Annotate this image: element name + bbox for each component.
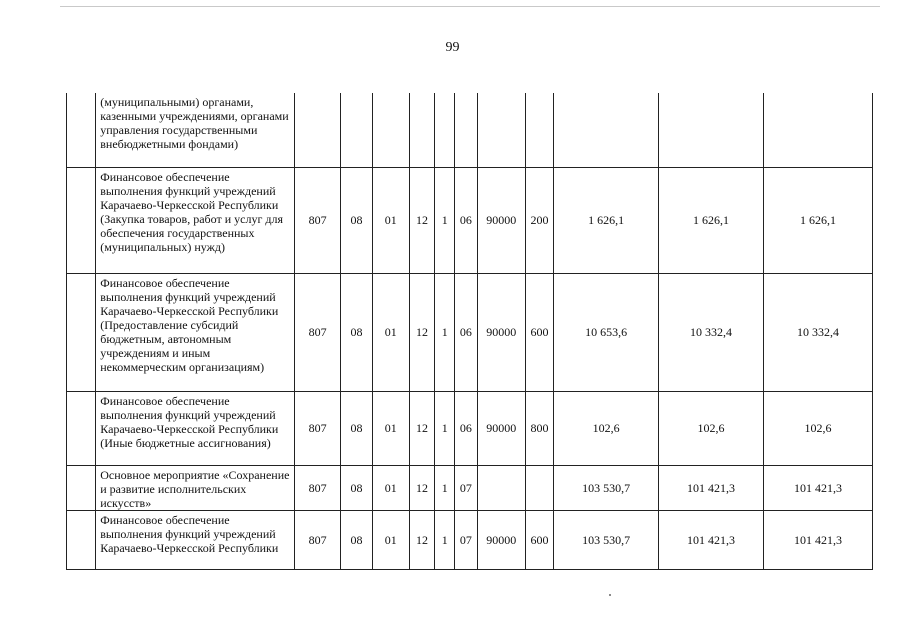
- amount-year-1: 102,6: [554, 391, 659, 465]
- program-code: 12: [409, 167, 434, 273]
- amount-year-2: 101 421,3: [659, 465, 764, 510]
- ministry-code: 807: [294, 273, 340, 391]
- ministry-code: 807: [294, 510, 340, 569]
- amount-year-1: 103 530,7: [554, 465, 659, 510]
- table-row: [67, 273, 873, 391]
- subsection-code: 01: [372, 391, 409, 465]
- expense-type-code: 600: [525, 510, 553, 569]
- amount-year-2: 1 626,1: [659, 167, 764, 273]
- ministry-code: 807: [294, 167, 340, 273]
- expense-type-code: 800: [525, 391, 553, 465]
- row-index-cell: [67, 510, 96, 569]
- row-name: Финансовое обеспечение выполнения функций учреждений Карачаево-Черкесской Республики (Иные бюджетные ассигнования): [96, 391, 295, 465]
- row-name: Основное мероприятие «Сохранение и развитие исполнительских искусств»: [96, 465, 295, 510]
- event-code: 06: [455, 391, 477, 465]
- subprogram-code: [435, 93, 455, 167]
- section-code: 08: [341, 391, 372, 465]
- table-row: [67, 391, 873, 465]
- amount-year-3: [763, 93, 872, 167]
- table-row: [67, 93, 873, 167]
- amount-year-3: 10 332,4: [763, 273, 872, 391]
- subprogram-code: 1: [435, 391, 455, 465]
- table-row: [67, 510, 873, 569]
- program-code: 12: [409, 465, 434, 510]
- event-code: 06: [455, 167, 477, 273]
- program-code: 12: [409, 510, 434, 569]
- row-index-cell: [67, 465, 96, 510]
- budget-table: [66, 93, 873, 570]
- row-index-cell: [67, 391, 96, 465]
- event-code: [455, 93, 477, 167]
- section-code: 08: [341, 273, 372, 391]
- amount-year-2: 10 332,4: [659, 273, 764, 391]
- direction-code: [477, 465, 525, 510]
- row-index-cell: [67, 273, 96, 391]
- table-row: [67, 167, 873, 273]
- program-code: 12: [409, 391, 434, 465]
- subsection-code: 01: [372, 167, 409, 273]
- subprogram-code: 1: [435, 167, 455, 273]
- table-row: [67, 465, 873, 510]
- row-index-cell: [67, 93, 96, 167]
- expense-type-code: [525, 93, 553, 167]
- ministry-code: 807: [294, 465, 340, 510]
- section-code: [341, 93, 372, 167]
- program-code: 12: [409, 273, 434, 391]
- amount-year-3: 101 421,3: [763, 510, 872, 569]
- direction-code: 90000: [477, 273, 525, 391]
- budget-table-body: [67, 93, 873, 569]
- direction-code: 90000: [477, 510, 525, 569]
- row-name: (муниципальными) органами, казенными учреждениями, органами управления государственными внебюджетными фондами): [96, 93, 295, 167]
- amount-year-1: [554, 93, 659, 167]
- row-name: Финансовое обеспечение выполнения функций учреждений Карачаево-Черкесской Республики (Предоставление субсидий бюджетным, автономным учреждениям и иным некоммерческим организациям): [96, 273, 295, 391]
- row-name: Финансовое обеспечение выполнения функций учреждений Карачаево-Черкесской Республики (Закупка товаров, работ и услуг для обеспечения государственных (муниципальных) нужд): [96, 167, 295, 273]
- section-code: 08: [341, 510, 372, 569]
- direction-code: 90000: [477, 167, 525, 273]
- event-code: 06: [455, 273, 477, 391]
- row-name: Финансовое обеспечение выполнения функций учреждений Карачаево-Черкесской Республики: [96, 510, 295, 569]
- subprogram-code: 1: [435, 465, 455, 510]
- subsection-code: [372, 93, 409, 167]
- expense-type-code: 600: [525, 273, 553, 391]
- section-code: 08: [341, 465, 372, 510]
- amount-year-3: 101 421,3: [763, 465, 872, 510]
- ministry-code: 807: [294, 391, 340, 465]
- subsection-code: 01: [372, 510, 409, 569]
- amount-year-2: 101 421,3: [659, 510, 764, 569]
- amount-year-2: [659, 93, 764, 167]
- section-code: 08: [341, 167, 372, 273]
- program-code: [409, 93, 434, 167]
- direction-code: [477, 93, 525, 167]
- direction-code: 90000: [477, 391, 525, 465]
- page-number: 99: [445, 40, 460, 55]
- amount-year-3: 102,6: [763, 391, 872, 465]
- amount-year-2: 102,6: [659, 391, 764, 465]
- amount-year-3: 1 626,1: [763, 167, 872, 273]
- amount-year-1: 1 626,1: [554, 167, 659, 273]
- event-code: 07: [455, 465, 477, 510]
- expense-type-code: [525, 465, 553, 510]
- subprogram-code: 1: [435, 510, 455, 569]
- amount-year-1: 103 530,7: [554, 510, 659, 569]
- row-index-cell: [67, 167, 96, 273]
- expense-type-code: 200: [525, 167, 553, 273]
- event-code: 07: [455, 510, 477, 569]
- scan-speck: [609, 594, 611, 596]
- page-top-rule: [60, 6, 880, 7]
- subsection-code: 01: [372, 465, 409, 510]
- amount-year-1: 10 653,6: [554, 273, 659, 391]
- subprogram-code: 1: [435, 273, 455, 391]
- ministry-code: [294, 93, 340, 167]
- subsection-code: 01: [372, 273, 409, 391]
